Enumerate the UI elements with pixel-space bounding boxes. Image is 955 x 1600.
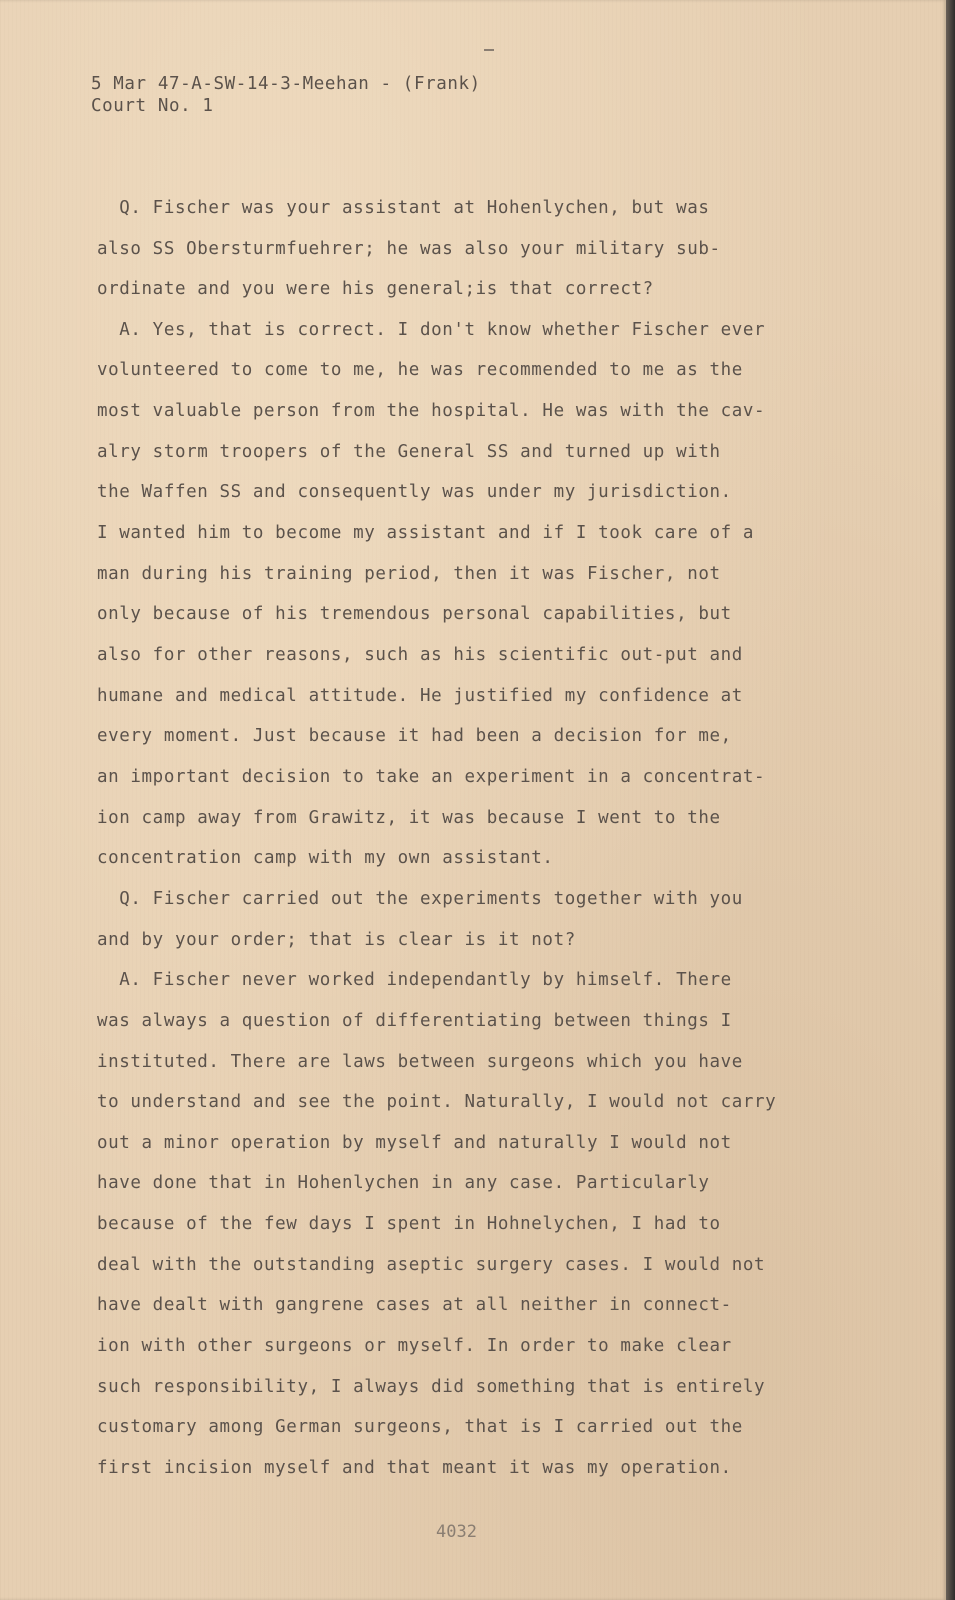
body-line: alry storm troopers of the General SS and turned up with [97,442,721,462]
body-line: man during his training period, then it was Fischer, not [97,564,721,584]
body-line: most valuable person from the hospital. He was with the cav- [97,401,766,421]
body-line: because of the few days I spent in Hohnelychen, I had to [97,1214,721,1234]
body-line: such responsibility, I always did something that is entirely [97,1377,766,1397]
body-line: out a minor operation by myself and naturally I would not [97,1133,732,1153]
header-line-2: Court No. 1 [91,96,214,116]
body-line: deal with the outstanding aseptic surgery cases. I would not [97,1255,766,1275]
scan-edge [946,0,955,1600]
header-line-1: 5 Mar 47-A-SW-14-3-Meehan - (Frank) [91,74,481,94]
body-line: only because of his tremendous personal capabilities, but [97,604,732,624]
body-line: ion with other surgeons or myself. In order to make clear [97,1336,732,1356]
body-line: ion camp away from Grawitz, it was because I went to the [97,808,721,828]
body-line: Q. Fischer was your assistant at Hohenlychen, but was [97,198,710,218]
body-line: have dealt with gangrene cases at all neither in connect- [97,1295,732,1315]
body-line: was always a question of differentiating between things I [97,1011,732,1031]
body-line: customary among German surgeons, that is I carried out the [97,1417,743,1437]
stray-ink-mark [484,49,494,51]
body-line: first incision myself and that meant it was my operation. [97,1458,732,1478]
page-number: 4032 [436,1522,477,1542]
body-line: concentration camp with my own assistant. [97,848,554,868]
body-line: humane and medical attitude. He justified my confidence at [97,686,743,706]
body-line: an important decision to take an experiment in a concentrat- [97,767,766,787]
body-line: Q. Fischer carried out the experiments together with you [97,889,743,909]
body-line: also SS Obersturmfuehrer; he was also your military sub- [97,239,721,259]
body-line: have done that in Hohenlychen in any case. Particularly [97,1173,710,1193]
body-line: also for other reasons, such as his scientific out-put and [97,645,743,665]
body-line: to understand and see the point. Naturally, I would not carry [97,1092,777,1112]
body-line: every moment. Just because it had been a decision for me, [97,726,732,746]
body-line: volunteered to come to me, he was recommended to me as the [97,360,743,380]
body-line: ordinate and you were his general;is that correct? [97,279,654,299]
body-line: instituted. There are laws between surgeons which you have [97,1052,743,1072]
body-line: A. Fischer never worked independantly by himself. There [97,970,732,990]
body-line: the Waffen SS and consequently was under my jurisdiction. [97,482,732,502]
body-line: and by your order; that is clear is it not? [97,930,576,950]
body-line: A. Yes, that is correct. I don't know whether Fischer ever [97,320,766,340]
body-line: I wanted him to become my assistant and if I took care of a [97,523,755,543]
